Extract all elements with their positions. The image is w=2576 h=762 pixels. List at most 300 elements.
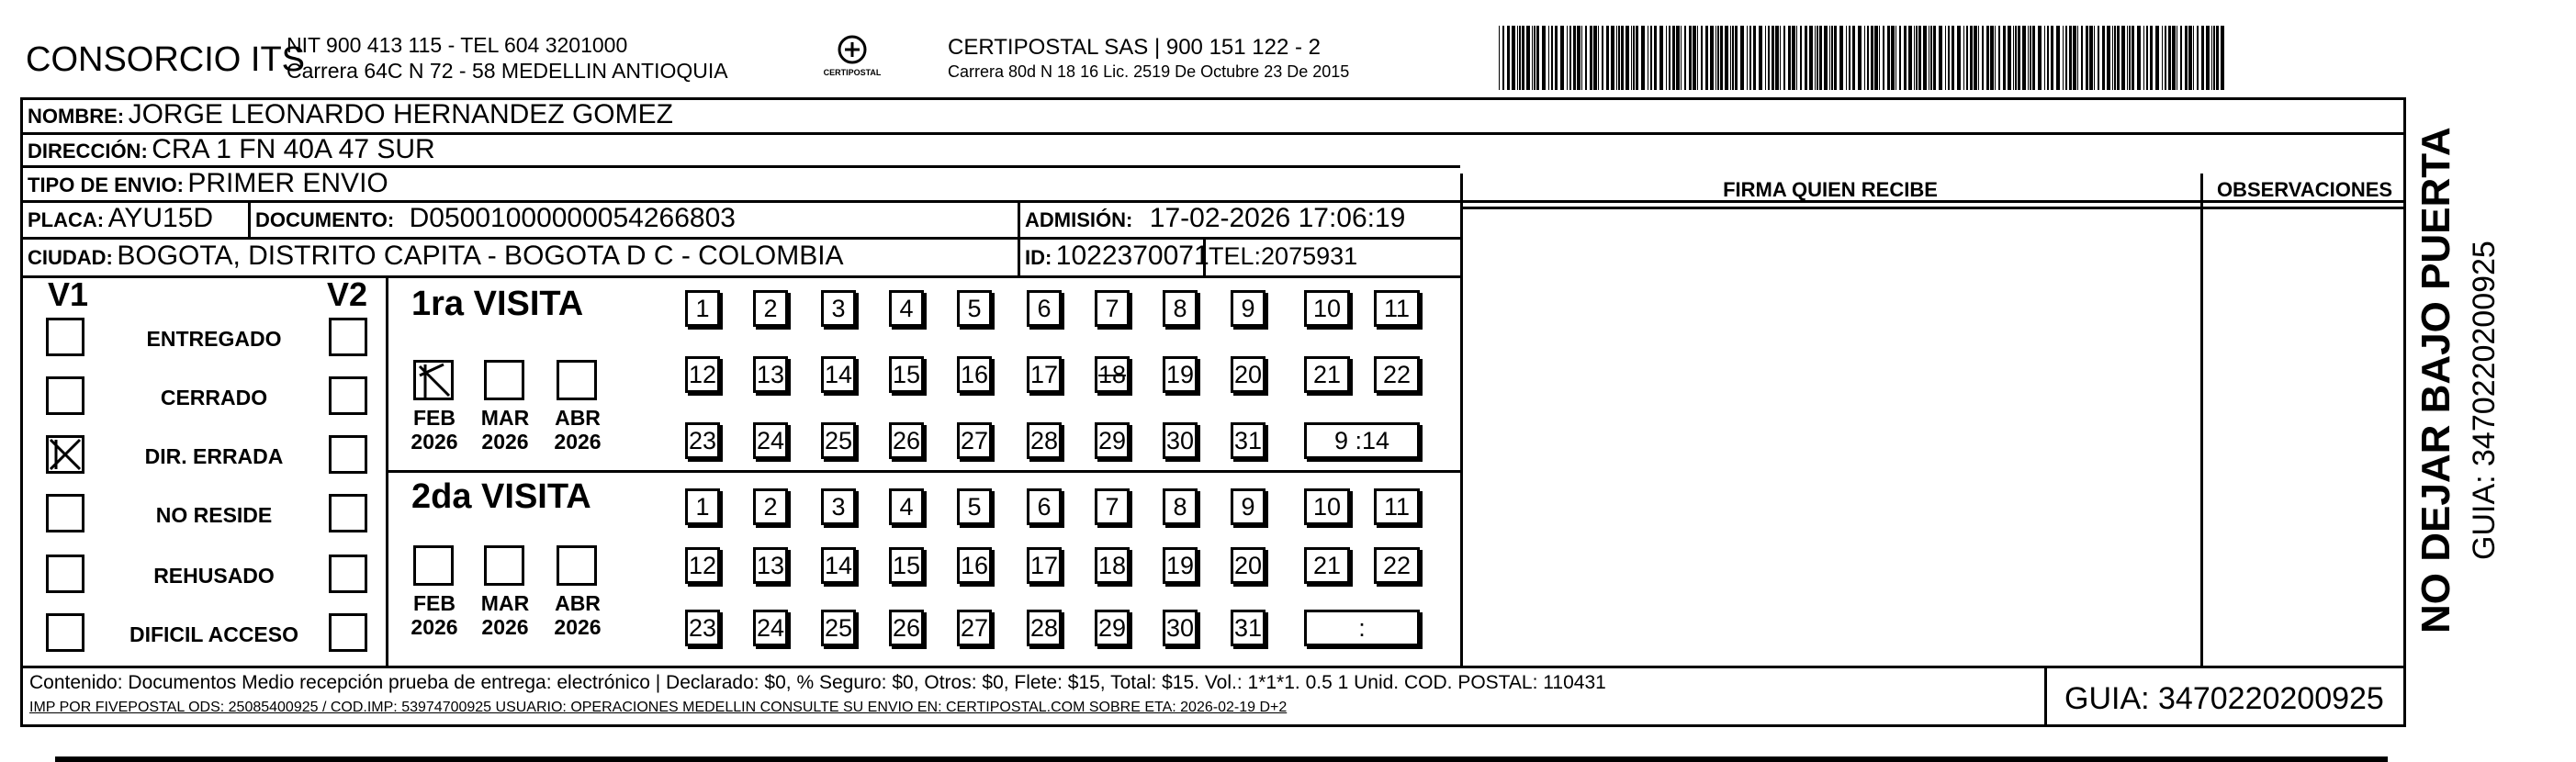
day-box[interactable]: 29 (1095, 422, 1130, 459)
barcode-bar (1788, 26, 1791, 90)
day-box[interactable]: 10 (1304, 290, 1350, 327)
barcode-bar (2047, 26, 2049, 90)
observaciones-header: OBSERVACIONES (2216, 178, 2393, 201)
barcode-bar (2206, 26, 2210, 90)
day-box[interactable]: 17 (1027, 547, 1062, 584)
day-box[interactable]: 2 (753, 290, 788, 327)
month-year: 2026 (481, 430, 529, 454)
barcode-bar (1933, 26, 1936, 90)
barcode-bar (2165, 26, 2166, 90)
barcode-bar (2013, 26, 2014, 90)
day-box[interactable]: 13 (753, 547, 788, 584)
placa-label: PLACA: (28, 208, 105, 231)
month-name: MAR (480, 406, 530, 430)
barcode-bar (2094, 26, 2095, 90)
tipo-value: PRIMER ENVIO (187, 168, 388, 198)
barcode-bar (1831, 26, 1833, 90)
day-box[interactable]: 24 (753, 610, 788, 646)
day-box[interactable]: 3 (821, 290, 856, 327)
barcode-bar (2065, 26, 2067, 90)
documento-label: DOCUMENTO: (255, 208, 395, 231)
barcode-bar (1705, 26, 1708, 90)
side-guia: GUIA: 3470220200925 (2467, 241, 2502, 560)
nombre-row (28, 99, 673, 130)
barcode-bar (2188, 26, 2192, 90)
tipo-label: TIPO DE ENVIO: (28, 174, 184, 196)
barcode-bar (1567, 26, 1568, 90)
day-box[interactable]: 11 (1374, 290, 1420, 327)
barcode-bar (1693, 26, 1696, 90)
admision-label: ADMISIÓN: (1025, 208, 1133, 231)
month-checkbox[interactable] (557, 545, 597, 586)
day-box[interactable]: 30 (1163, 610, 1198, 646)
v2-checkbox[interactable] (329, 318, 367, 356)
visit1-title: 1ra VISITA (411, 285, 584, 323)
barcode-bar (1621, 26, 1624, 90)
barcode-bar (1577, 26, 1580, 90)
barcode-bar (1512, 26, 1515, 90)
certipostal-line1: CERTIPOSTAL SAS | 900 151 122 - 2 (948, 35, 1321, 60)
barcode-bar (2069, 26, 2072, 90)
barcode-bar (1834, 26, 1837, 90)
barcode-bar (2077, 26, 2078, 90)
ciudad-label: CIUDAD: (28, 246, 113, 269)
barcode-bar (1871, 26, 1873, 90)
nit-line: NIT 900 413 115 - TEL 604 3201000 (287, 33, 628, 57)
v2-checkbox[interactable] (329, 613, 367, 652)
barcode-bar (1681, 26, 1682, 90)
barcode-bar (2129, 26, 2131, 90)
month-label (546, 591, 610, 639)
barcode-bar (1780, 26, 1781, 90)
barcode-bar (1858, 26, 1862, 90)
day-box[interactable]: 26 (889, 610, 924, 646)
month-year: 2026 (554, 615, 602, 639)
month-label (473, 591, 537, 639)
day-box[interactable]: 28 (1027, 610, 1062, 646)
status-label: REHUSADO (153, 564, 275, 588)
barcode-bar (1930, 26, 1932, 90)
barcode-bar (1879, 26, 1880, 90)
day-box[interactable]: 20 (1231, 547, 1266, 584)
day-box[interactable]: 5 (957, 290, 992, 327)
barcode-bar (1966, 26, 1968, 90)
barcode-bar (1502, 26, 1504, 90)
barcode-bar (2073, 26, 2076, 90)
company-name: CONSORCIO ITS (26, 40, 306, 79)
barcode-bar (1887, 26, 1890, 90)
barcode-bar (1625, 26, 1629, 90)
barcode-bar (1963, 26, 1964, 90)
day-box[interactable]: 17 (1027, 356, 1062, 393)
barcode-bar (1730, 26, 1731, 90)
barcode-bar (1753, 26, 1756, 90)
barcode-bar (1864, 26, 1865, 90)
barcode-bar (1684, 26, 1686, 90)
day-box[interactable]: 18 (1095, 547, 1130, 584)
barcode-bar (1805, 26, 1807, 90)
barcode-bar (1598, 26, 1599, 90)
barcode-bar (2185, 26, 2188, 90)
ciudad-value: BOGOTA, DISTRITO CAPITA - BOGOTA D C - COLOMBIA (117, 241, 844, 271)
day-box[interactable]: 20 (1231, 356, 1266, 393)
barcode-bar (1783, 26, 1785, 90)
barcode-bar (1542, 26, 1546, 90)
barcode-bar (2180, 26, 2182, 90)
v1-checkbox[interactable] (46, 376, 84, 415)
barcode-bar (1772, 26, 1774, 90)
status-label: CERRADO (160, 386, 268, 409)
v1-checkbox[interactable] (46, 435, 84, 474)
barcode-bar (1641, 26, 1645, 90)
month-year: 2026 (411, 615, 458, 639)
month-label (402, 591, 467, 639)
contenido-line: Contenido: Documentos Medio recepción prueba de entrega: electrónico | Declarado: $0, % Seguro: $0, Otros: $0, Flete: $15, Total: $15. Vol.: 1*1*1. 0.5 1 Unid. COD. POSTAL: 110431 (29, 672, 1606, 693)
barcode-bar (1846, 26, 1847, 90)
day-box[interactable]: 7 (1095, 488, 1130, 525)
barcode-bar (1914, 26, 1915, 90)
day-box[interactable]: 1 (685, 290, 720, 327)
barcode-bar (1978, 26, 1979, 90)
barcode-bar (1618, 26, 1620, 90)
barcode-bar (1650, 26, 1652, 90)
barcode-bar (1945, 26, 1946, 90)
barcode-bar (2018, 26, 2020, 90)
barcode-bar (2216, 26, 2219, 90)
barcode-bar (2086, 26, 2088, 90)
id-value: 1022370071 (1055, 241, 1209, 271)
barcode-bar (1867, 26, 1869, 90)
day-box[interactable]: 9 (1231, 488, 1266, 525)
day-box[interactable]: 16 (957, 547, 992, 584)
day-box[interactable]: 28 (1027, 422, 1062, 459)
barcode-bar (1957, 26, 1961, 90)
barcode-bar (2201, 26, 2204, 90)
barcode-bar (2015, 26, 2017, 90)
day-box[interactable]: 22 (1374, 356, 1420, 393)
barcode-bar (1669, 26, 1670, 90)
barcode-bar (2107, 26, 2110, 90)
barcode-bar (1765, 26, 1766, 90)
barcode-bar (2155, 26, 2159, 90)
barcode-bar (1800, 26, 1802, 90)
barcode-bar (1526, 26, 1530, 90)
barcode-bar (1659, 26, 1663, 90)
direccion-row (28, 134, 435, 165)
admision-cell (1025, 203, 1405, 234)
barcode-bar (1499, 26, 1500, 90)
day-box[interactable]: 5 (957, 488, 992, 525)
barcode-bar (1824, 26, 1828, 90)
day-box[interactable]: 6 (1027, 488, 1062, 525)
day-box[interactable]: 21 (1304, 547, 1350, 584)
status-label: DIR. ERRADA (144, 444, 284, 468)
nombre-value: JORGE LEONARDO HERNANDEZ GOMEZ (128, 99, 673, 129)
barcode-bar (1611, 26, 1614, 90)
direccion-label: DIRECCIÓN: (28, 140, 148, 162)
documento-value: D05001000000054266803 (409, 203, 736, 233)
barcode-bar (2114, 26, 2116, 90)
v2-checkbox[interactable] (329, 494, 367, 532)
id-cell (1025, 241, 1209, 272)
day-box[interactable]: 19 (1163, 356, 1198, 393)
v1-checkbox[interactable] (46, 613, 84, 652)
barcode-bar (1701, 26, 1703, 90)
barcode-bar (1507, 26, 1510, 90)
barcode-bar (1948, 26, 1950, 90)
day-box[interactable]: 12 (685, 547, 720, 584)
barcode-bar (2038, 26, 2042, 90)
month-name: FEB (413, 591, 456, 615)
barcode-bar (1720, 26, 1723, 90)
barcode-bar (1819, 26, 1822, 90)
barcode-bar (1829, 26, 1830, 90)
month-name: ABR (555, 591, 601, 615)
day-box[interactable]: 29 (1095, 610, 1130, 646)
barcode-bar (1759, 26, 1762, 90)
barcode-bar (1631, 26, 1632, 90)
barcode-bar (1519, 26, 1521, 90)
barcode-bar (2137, 26, 2141, 90)
month-checkbox[interactable] (413, 360, 454, 400)
barcode-bar (2211, 26, 2212, 90)
day-box[interactable]: 10 (1304, 488, 1350, 525)
barcode-bar (2221, 26, 2224, 90)
barcode-bar (2193, 26, 2194, 90)
barcode-bar (1573, 26, 1576, 90)
v2-checkbox[interactable] (329, 376, 367, 415)
time-box[interactable]: : (1304, 610, 1420, 646)
barcode-bar (1883, 26, 1884, 90)
barcode-bar (1849, 26, 1850, 90)
barcode-bar (1581, 26, 1582, 90)
barcode-bar (1995, 26, 1996, 90)
day-box[interactable]: 22 (1374, 547, 1420, 584)
barcode-bar (1815, 26, 1816, 90)
barcode-bar (1536, 26, 1539, 90)
day-box[interactable]: 14 (821, 356, 856, 393)
bottom-rule (55, 756, 2388, 762)
documento-cell (255, 203, 736, 234)
month-checkbox[interactable] (484, 360, 524, 400)
barcode-bar (1697, 26, 1698, 90)
day-box[interactable]: 13 (753, 356, 788, 393)
barcode-bar (1633, 26, 1635, 90)
v1-label: V1 (48, 275, 89, 313)
barcode-bar (1749, 26, 1751, 90)
day-box[interactable]: 14 (821, 547, 856, 584)
barcode-bar (1740, 26, 1744, 90)
day-box[interactable]: 1 (685, 488, 720, 525)
barcode-bar (2056, 26, 2060, 90)
month-label (402, 406, 467, 454)
placa-cell (28, 203, 213, 234)
barcode-bar (1522, 26, 1524, 90)
month-checkbox[interactable] (557, 360, 597, 400)
day-box[interactable]: 31 (1231, 422, 1266, 459)
barcode-bar (1899, 26, 1901, 90)
status-label: DIFICIL ACCESO (129, 622, 298, 646)
day-box[interactable]: 24 (753, 422, 788, 459)
barcode-bar (1982, 26, 1984, 90)
day-box[interactable]: 30 (1163, 422, 1198, 459)
day-box[interactable]: 18 (1095, 356, 1130, 393)
day-box[interactable]: 7 (1095, 290, 1130, 327)
barcode-bar (1747, 26, 1748, 90)
day-box[interactable]: 26 (889, 422, 924, 459)
v2-label: V2 (327, 275, 368, 313)
direccion-value: CRA 1 FN 40A 47 SUR (152, 134, 435, 164)
barcode-bar (1796, 26, 1797, 90)
barcode-bar (2213, 26, 2215, 90)
day-box[interactable]: 4 (889, 488, 924, 525)
barcode-bar (1904, 26, 1907, 90)
logo-text: CERTIPOSTAL (823, 68, 882, 77)
barcode-bar (1602, 26, 1603, 90)
day-box[interactable]: 25 (821, 610, 856, 646)
imp-line: IMP POR FIVEPOSTAL ODS: 25085400925 / COD.IMP: 53974700925 USUARIO: OPERACIONES MEDELLIN CONSULTE SU ENVIO EN: CERTIPOSTAL.COM SOBRE ETA: 2026-02-19 D+2 (29, 700, 1288, 715)
day-box[interactable]: 8 (1163, 290, 1198, 327)
barcode-bar (1735, 26, 1738, 90)
day-box[interactable]: 8 (1163, 488, 1198, 525)
id-label: ID: (1025, 246, 1052, 269)
day-box[interactable]: 27 (957, 610, 992, 646)
v1-checkbox[interactable] (46, 555, 84, 593)
barcode-bar (1551, 26, 1553, 90)
nombre-label: NOMBRE: (28, 105, 125, 128)
barcode-bar (1775, 26, 1779, 90)
barcode-bar (1725, 26, 1728, 90)
barcode-bar (2162, 26, 2163, 90)
barcode-bar (2098, 26, 2099, 90)
barcode-bar (2028, 26, 2029, 90)
barcode-bar (1990, 26, 1994, 90)
barcode-bar (2032, 26, 2035, 90)
status-label: NO RESIDE (155, 503, 273, 527)
barcode-bar (2146, 26, 2148, 90)
barcode-bar (2150, 26, 2153, 90)
day-box[interactable]: 2 (753, 488, 788, 525)
month-label (546, 406, 610, 454)
tipo-row (28, 168, 388, 199)
barcode-bar (1732, 26, 1734, 90)
barcode-bar (2051, 26, 2053, 90)
barcode-bar (1534, 26, 1535, 90)
day-box[interactable]: 27 (957, 422, 992, 459)
v1-checkbox[interactable] (46, 318, 84, 356)
barcode-bar (2081, 26, 2083, 90)
barcode-bar (2022, 26, 2026, 90)
month-name: MAR (480, 591, 530, 615)
barcode-bar (1970, 26, 1973, 90)
day-box[interactable]: 3 (821, 488, 856, 525)
barcode-bar (1560, 26, 1564, 90)
barcode-bar (1636, 26, 1638, 90)
day-box[interactable]: 6 (1027, 290, 1062, 327)
barcode-bar (2132, 26, 2134, 90)
firma-header: FIRMA QUIEN RECIBE (1723, 178, 1938, 201)
barcode-bar (1717, 26, 1719, 90)
barcode-bar (2089, 26, 2093, 90)
day-box[interactable]: 15 (889, 547, 924, 584)
barcode-bar (2063, 26, 2064, 90)
barcode-bar (1689, 26, 1692, 90)
v1-checkbox[interactable] (46, 494, 84, 532)
barcode-bar (1918, 26, 1921, 90)
barcode-bar (1874, 26, 1878, 90)
barcode-bar (1654, 26, 1657, 90)
status-label: ENTREGADO (146, 327, 282, 351)
barcode (1499, 26, 2224, 90)
barcode-bar (1891, 26, 1895, 90)
certipostal-logo (825, 31, 880, 86)
day-box[interactable]: 25 (821, 422, 856, 459)
barcode-bar (1768, 26, 1770, 90)
day-box[interactable]: 19 (1163, 547, 1198, 584)
time-box[interactable]: 9 :14 (1304, 422, 1420, 459)
day-box[interactable]: 23 (685, 610, 720, 646)
barcode-bar (1939, 26, 1942, 90)
barcode-bar (2112, 26, 2113, 90)
barcode-bar (1839, 26, 1843, 90)
barcode-bar (1952, 26, 1954, 90)
barcode-bar (1923, 26, 1927, 90)
day-box[interactable]: 23 (685, 422, 720, 459)
barcode-bar (2003, 26, 2006, 90)
placa-value: AYU15D (107, 203, 214, 233)
day-box[interactable]: 9 (1231, 290, 1266, 327)
day-box[interactable]: 31 (1231, 610, 1266, 646)
day-box[interactable]: 4 (889, 290, 924, 327)
month-year: 2026 (411, 430, 458, 454)
day-box[interactable]: 12 (685, 356, 720, 393)
day-box[interactable]: 21 (1304, 356, 1350, 393)
barcode-bar (1616, 26, 1617, 90)
month-name: FEB (413, 406, 456, 430)
barcode-bar (1569, 26, 1571, 90)
barcode-bar (1852, 26, 1855, 90)
barcode-bar (2172, 26, 2176, 90)
barcode-bar (1590, 26, 1592, 90)
month-checkbox[interactable] (413, 545, 454, 586)
barcode-bar (1916, 26, 1918, 90)
month-name: ABR (555, 406, 601, 430)
no-dejar-bajo-puerta: NO DEJAR BAJO PUERTA (2413, 127, 2458, 633)
barcode-bar (1792, 26, 1795, 90)
barcode-bar (2008, 26, 2011, 90)
day-box[interactable]: 15 (889, 356, 924, 393)
day-box[interactable]: 16 (957, 356, 992, 393)
barcode-bar (1585, 26, 1587, 90)
day-box[interactable]: 11 (1374, 488, 1420, 525)
month-label (473, 406, 537, 454)
barcode-bar (2044, 26, 2045, 90)
tel-cell (1209, 242, 1357, 271)
barcode-bar (1676, 26, 1680, 90)
ciudad-cell (28, 241, 844, 272)
barcode-bar (2168, 26, 2171, 90)
v2-checkbox[interactable] (329, 555, 367, 593)
month-checkbox[interactable] (484, 545, 524, 586)
barcode-bar (1998, 26, 2000, 90)
visit2-title: 2da VISITA (411, 477, 591, 516)
barcode-bar (2102, 26, 2105, 90)
barcode-bar (2030, 26, 2031, 90)
v2-checkbox[interactable] (329, 435, 367, 474)
barcode-bar (1710, 26, 1714, 90)
barcode-bar (2127, 26, 2128, 90)
footer-guia: GUIA: 3470220200925 (2064, 681, 2384, 716)
